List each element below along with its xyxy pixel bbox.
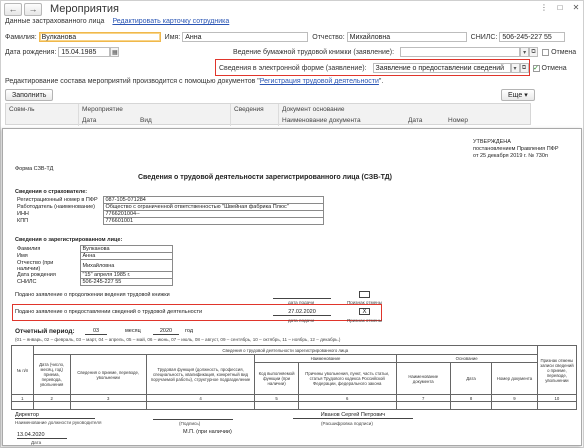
note-row xyxy=(5,78,383,85)
note-suffix: ". xyxy=(378,78,384,85)
col-header: Дата (число, месяц, год) приема, перевода, увольнения xyxy=(33,355,70,395)
insurer-value: 087-105-071284 xyxy=(103,197,323,204)
paper-book-label: Ведение бумажной трудовой книжки (заявление): xyxy=(233,48,395,56)
approved-by: постановлением Правления ПФР xyxy=(473,146,559,152)
signature-line xyxy=(153,419,233,420)
col-header: Трудовая функция (должность, профессия, специальность, квалификация, конкретный вид поручаемой работы), структурное подразделение xyxy=(146,355,255,395)
col-number: 8 xyxy=(450,395,491,402)
person-key: СНИЛС xyxy=(15,279,80,286)
col-header: Дата xyxy=(450,363,491,395)
form-name: Форма СЗВ-ТД xyxy=(15,166,54,172)
col-header: Сведения о приеме, переводе, увольнении xyxy=(70,355,146,395)
col-doc-number[interactable]: Номер xyxy=(448,117,469,124)
col-header: Наименование документа xyxy=(396,363,450,395)
more-icon[interactable]: ⋮ xyxy=(540,3,548,12)
date-caption: дата подачи xyxy=(288,300,315,305)
decode-caption: (Расшифровка подписи) xyxy=(321,421,373,426)
col-header: № п/п xyxy=(12,346,34,395)
snils-input[interactable]: 506-245-227 55 xyxy=(499,32,565,42)
cancel-caption: Признак отмены xyxy=(347,300,383,305)
person-value: Михайловна xyxy=(80,260,172,272)
birth-row xyxy=(5,47,119,57)
electronic-cancel-checkbox[interactable]: ✓ xyxy=(533,65,539,72)
fill-button[interactable]: Заполнить xyxy=(5,89,53,101)
col-number: 5 xyxy=(255,395,298,402)
dropdown-icon[interactable]: ▾ xyxy=(511,63,520,73)
snils-label: СНИЛС: xyxy=(470,33,498,41)
insurer-value: Общество с ограниченной ответственностью "Швейная фабрика Плюс" xyxy=(103,204,323,211)
col-number: 9 xyxy=(492,395,538,402)
birth-label: Дата рождения: xyxy=(5,48,57,56)
months-legend: (01 – январь, 02 – февраль, 03 – март, 04 – апрель, 05 – май, 06 – июнь, 07 – июль, 08 – август, 09 – сентябрь, 10 – октябрь, 11 – ноябрь, 12 – декабрь.) xyxy=(15,337,341,342)
person-key: Отчество (при наличии) xyxy=(15,260,80,272)
date-caption: дата подачи xyxy=(288,318,315,323)
col-doc-date[interactable]: Дата xyxy=(408,117,423,124)
person-value: "15" апреля 1985 г. xyxy=(80,272,172,279)
insurer-value: 776601001 xyxy=(103,218,323,225)
continue-app-label: Подано заявление о продолжении ведения трудовой книжки xyxy=(15,292,170,298)
dropdown-icon[interactable]: ▾ xyxy=(520,47,529,57)
person-table xyxy=(15,245,173,286)
window-title: Мероприятия xyxy=(50,3,119,15)
insurer-key: Работодатель (наименование) xyxy=(15,204,103,211)
table-naim-header: Наименование xyxy=(255,355,396,363)
col-number: 7 xyxy=(396,395,450,402)
person-value: 506-245-227 55 xyxy=(80,279,172,286)
note-prefix: Редактирование состава мероприятий производится с помощью документов " xyxy=(5,78,260,85)
stamp-label: М.П. (при наличии) xyxy=(183,429,232,435)
events-grid-header xyxy=(5,103,531,125)
provide-app-label: Подано заявление о предоставлении сведений о трудовой деятельности xyxy=(15,309,203,315)
window-controls xyxy=(539,3,581,12)
col-number: 10 xyxy=(537,395,576,402)
name-input[interactable]: Анна xyxy=(182,32,308,42)
col-header: Признак отмены записи сведений о приеме, переводе, увольнении xyxy=(537,346,576,395)
more-button[interactable]: Еще ▾ xyxy=(501,89,535,101)
person-key: Фамилия xyxy=(15,246,80,253)
col-info[interactable]: Сведения xyxy=(234,106,264,113)
patronymic-label: Отчество: xyxy=(312,33,345,41)
director-name: Иванов Сергей Петрович xyxy=(293,412,413,419)
col-event[interactable]: Мероприятие xyxy=(82,106,123,113)
name-label: Имя: xyxy=(164,33,181,41)
title-bar xyxy=(1,1,584,17)
year-label: год xyxy=(185,328,194,334)
electronic-cancel-label: Отмена xyxy=(541,64,567,72)
registration-doc-link[interactable]: Регистрация трудовой деятельности xyxy=(259,78,379,85)
electronic-row xyxy=(219,63,567,73)
surname-input[interactable]: Вулканова xyxy=(39,32,161,42)
col-number: 4 xyxy=(146,395,255,402)
sign-date-caption: Дата xyxy=(31,440,42,445)
person-key: Дата рождения xyxy=(15,272,80,279)
col-header: Номер документа xyxy=(492,363,538,395)
toolbar xyxy=(5,89,53,101)
col-basis-doc[interactable]: Документ основание xyxy=(282,106,345,113)
col-number: 1 xyxy=(12,395,34,402)
insurer-key: ИНН xyxy=(15,211,103,218)
electronic-label: Сведения в электронной форме (заявление): xyxy=(219,64,367,72)
col-number: 3 xyxy=(70,395,146,402)
col-number: 2 xyxy=(33,395,70,402)
period-label: Отчетный период: xyxy=(15,328,75,335)
form-subtitle: Данные застрахованного лица xyxy=(5,18,105,25)
paper-book-select[interactable] xyxy=(400,47,520,57)
paper-cancel-checkbox[interactable] xyxy=(542,49,549,56)
calendar-icon[interactable]: ▦ xyxy=(110,47,119,57)
insurer-header: Сведения о страхователе: xyxy=(15,189,88,195)
col-sovm[interactable]: Совм-ль xyxy=(9,106,35,113)
period-month: 03 xyxy=(85,328,107,335)
person-value: Анна xyxy=(80,253,172,260)
open-icon[interactable]: ⧉ xyxy=(529,47,538,57)
col-doc-name[interactable]: Наименование документа xyxy=(282,117,361,124)
maximize-icon[interactable]: □ xyxy=(557,3,563,12)
paper-book-row xyxy=(233,47,576,57)
col-event-kind[interactable]: Вид xyxy=(140,117,152,124)
edit-employee-link[interactable]: Редактировать карточку сотрудника xyxy=(112,18,230,25)
patronymic-input[interactable]: Михайловна xyxy=(347,32,467,42)
close-icon[interactable]: ✕ xyxy=(572,3,580,12)
back-arrow-icon: ← xyxy=(8,4,18,14)
table-group-header: Сведения о трудовой деятельности зарегистрированного лица xyxy=(33,346,537,355)
col-header: Код выполняемой функции (при наличии) xyxy=(255,363,298,395)
paper-cancel-label: Отмена xyxy=(551,48,577,56)
electronic-select[interactable]: Заявление о предоставлении сведений xyxy=(373,63,511,73)
forward-button[interactable] xyxy=(24,3,42,16)
open-icon[interactable]: ⧉ xyxy=(520,63,529,73)
birth-input[interactable]: 15.04.1985 xyxy=(58,47,110,57)
director-title: Директор xyxy=(15,412,95,419)
col-event-date[interactable]: Дата xyxy=(82,117,97,124)
period-year: 2020 xyxy=(153,328,179,335)
form-subtitle-row xyxy=(5,18,229,25)
doc-title: Сведения о трудовой деятельности зарегистрированного лица (СЗВ-ТД) xyxy=(138,174,392,181)
signature-caption: (Подпись) xyxy=(179,421,201,426)
szv-td-document xyxy=(2,128,582,446)
col-header: Причины увольнения, пункт, часть статьи, статья Трудового кодекса Российской Федерации, федерального закона xyxy=(298,363,396,395)
insurer-key: Регистрационный номер в ПФР xyxy=(15,197,103,204)
insurer-table xyxy=(15,196,324,225)
director-caption: Наименование должности руководителя xyxy=(15,420,102,425)
person-header: Сведения о зарегистрированном лице: xyxy=(15,237,123,243)
provide-date: 27.02.2020 xyxy=(273,309,331,316)
back-button[interactable] xyxy=(4,3,22,16)
person-key: Имя xyxy=(15,253,80,260)
records-table xyxy=(11,345,577,410)
sign-date: 13.04.2020 xyxy=(17,432,67,439)
continue-date-line xyxy=(273,298,331,299)
table-basis-header: Основание xyxy=(396,355,537,363)
cancel-caption: Признак отмены xyxy=(347,318,383,323)
insurer-value: 7766201004-- xyxy=(103,211,323,218)
toolbar-right xyxy=(501,89,535,101)
forward-arrow-icon: → xyxy=(28,4,38,14)
approved-label: УТВЕРЖДЕНА xyxy=(473,139,511,145)
month-label: месяц xyxy=(125,328,141,334)
insurer-key: КПП xyxy=(15,218,103,225)
continue-cancel-box xyxy=(359,291,370,298)
name-row xyxy=(5,32,565,42)
col-number: 6 xyxy=(298,395,396,402)
person-value: Вулканова xyxy=(80,246,172,253)
approved-date: от 25 декабря 2019 г. № 730п xyxy=(473,153,548,159)
provide-cancel-box: X xyxy=(359,308,370,315)
surname-label: Фамилия: xyxy=(5,33,37,41)
